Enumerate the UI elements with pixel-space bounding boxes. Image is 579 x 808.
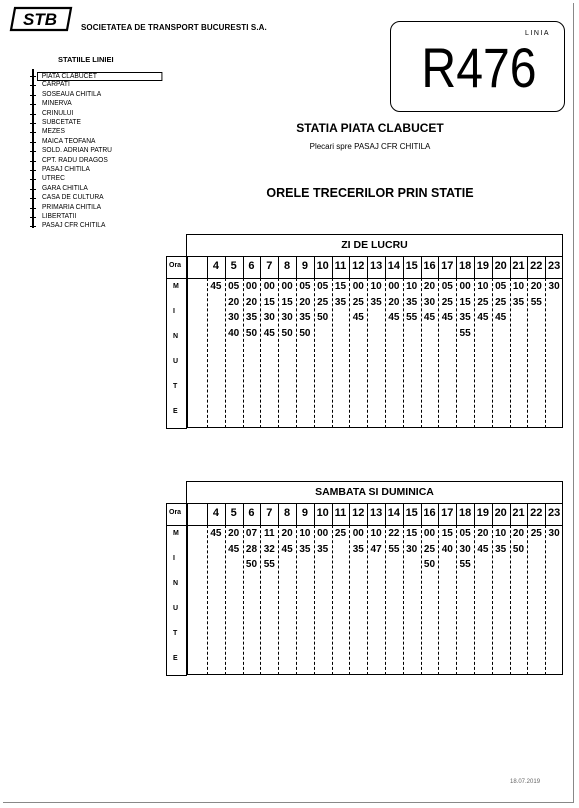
hour-cell: 17 [441, 507, 454, 519]
hour-cell: 17 [441, 260, 454, 272]
hour-cell: 6 [248, 507, 255, 519]
minute-cell: 55 [388, 543, 400, 555]
minute-cell: 15 [459, 296, 471, 308]
minute-cell: 20 [477, 528, 489, 539]
minute-cell: 25 [352, 296, 364, 308]
minute-cell: 45 [388, 312, 400, 323]
line-number: R476 [421, 36, 537, 99]
minute-cell: 30 [548, 528, 560, 539]
minute-cell: 10 [299, 528, 311, 539]
minute-cell: 45 [210, 528, 222, 539]
minute-cell: 07 [245, 528, 258, 539]
hour-column-dashed-divider [207, 278, 208, 428]
minute-cell: 30 [548, 281, 560, 292]
minute-cell: 10 [477, 281, 489, 292]
minute-label-letter: T [173, 630, 178, 637]
minute-cell: 20 [388, 296, 400, 308]
minute-cell: 45 [263, 327, 275, 339]
station-item: PRIMARIA CHITILA [42, 203, 102, 211]
timetable-title: SAMBATA SI DUMINICA [315, 486, 434, 498]
minute-cell: 25 [317, 296, 329, 308]
minute-cell: 32 [263, 543, 275, 555]
timetable-label-divider [187, 256, 188, 428]
minute-label-letter: M [173, 283, 179, 290]
line-label: LINIA [525, 30, 551, 37]
destination: Plecari spre PASAJ CFR CHITILA [309, 142, 431, 151]
station-item: UTREC [42, 175, 65, 183]
timetable-bottom-edge [166, 428, 187, 429]
minute-cell: 35 [370, 296, 382, 308]
hour-cell: 4 [212, 507, 219, 519]
hour-cell: 5 [230, 260, 237, 272]
timetable-date: 18.07.2019 [510, 779, 541, 785]
minute-cell: 45 [228, 543, 240, 555]
stb-logo [9, 6, 73, 32]
minute-label-letter: E [173, 655, 178, 662]
hour-cell: 23 [547, 507, 561, 519]
minute-cell: 50 [281, 327, 293, 339]
minute-cell: 00 [459, 281, 471, 292]
minute-cell: 45 [441, 312, 453, 323]
station-tick [30, 85, 36, 86]
station-item: GARA CHITILA [42, 184, 88, 192]
hour-column-dashed-divider [527, 525, 528, 675]
minute-label-letter: I [173, 308, 175, 315]
minute-cell: 00 [245, 281, 258, 292]
station-tick [30, 208, 36, 209]
minute-label-letter: E [173, 408, 178, 415]
minute-cell: 45 [352, 312, 364, 323]
hour-label: Ora [169, 509, 182, 516]
hour-cell: 10 [316, 507, 329, 519]
station-tick [30, 123, 36, 124]
minute-label-letter: U [173, 358, 179, 365]
company-name: SOCIETATEA DE TRANSPORT BUCURESTI S.A. [81, 23, 267, 32]
station-item: SOSEAUA CHITILA [42, 90, 102, 98]
hour-cell: 23 [547, 260, 561, 272]
minute-cell: 20 [228, 296, 240, 308]
timetable-label-divider [187, 503, 188, 675]
minute-cell: 25 [334, 528, 347, 539]
minute-cell: 47 [370, 543, 382, 555]
timetable-left-edge [166, 256, 167, 428]
minute-cell: 25 [423, 543, 436, 555]
minute-cell: 35 [406, 296, 418, 308]
station-tick [30, 226, 36, 227]
minute-cell: 15 [406, 528, 418, 539]
timetable-right-dashed-edge [562, 525, 563, 675]
minute-cell: 25 [495, 296, 507, 308]
logo-text: STB [23, 10, 57, 29]
minute-cell: 05 [228, 281, 240, 292]
hour-cell: 5 [230, 507, 237, 519]
minute-cell: 35 [352, 543, 364, 555]
minute-cell: 00 [352, 528, 364, 539]
hour-cell: 21 [512, 260, 525, 272]
station-item: CPT. RADU DRAGOS [42, 156, 108, 164]
minute-cell: 10 [512, 281, 525, 292]
station-tick [30, 161, 36, 162]
station-item: PASAJ CFR CHITILA [42, 222, 106, 230]
minute-cell: 25 [441, 296, 453, 308]
hour-column-dashed-divider [207, 525, 208, 675]
hour-cell: 19 [476, 260, 490, 272]
minute-label-letter: N [173, 333, 179, 340]
minute-cell: 10 [495, 528, 507, 539]
minute-label-letter: T [173, 383, 178, 390]
station-item: SUBCETATE [42, 119, 81, 126]
hour-cell: 19 [476, 507, 490, 519]
station-item: SOLD. ADRIAN PATRU [42, 147, 112, 155]
minute-cell: 30 [228, 312, 240, 323]
station-tick [30, 132, 36, 133]
station-tick [30, 142, 36, 143]
minute-cell: 20 [281, 528, 293, 539]
minute-label-letter: M [173, 530, 179, 537]
minute-cell: 00 [423, 528, 436, 539]
minute-label-letter: I [173, 555, 175, 562]
hour-cell: 21 [512, 507, 525, 519]
station-tick [30, 217, 36, 218]
minute-cell: 00 [317, 528, 329, 539]
minute-cell: 28 [245, 543, 258, 555]
minute-cell: 20 [423, 281, 436, 292]
minute-cell: 55 [530, 296, 542, 308]
minute-cell: 35 [495, 543, 507, 555]
schedule-title: ORELE TRECERILOR PRIN STATIE [266, 186, 474, 200]
hour-column-dashed-divider [545, 525, 546, 675]
current-station: PIATA CLABUCET [37, 72, 162, 81]
station-item: CRINULUI [42, 109, 74, 117]
hour-cell: 9 [301, 260, 308, 272]
hour-cell: 11 [334, 507, 347, 519]
minute-cell: 22 [388, 528, 400, 539]
minute-cell: 00 [281, 281, 293, 292]
station-item: PASAJ CHITILA [42, 166, 90, 173]
minute-cell: 45 [423, 312, 436, 323]
minute-cell: 50 [317, 312, 329, 323]
hour-cell: 12 [352, 260, 365, 272]
minute-label-letter: N [173, 580, 179, 587]
timetable-title: ZI DE LUCRU [341, 239, 408, 251]
minute-cell: 55 [406, 312, 418, 323]
minute-cell: 10 [406, 281, 418, 292]
minute-cell: 20 [228, 528, 240, 539]
minute-cell: 11 [264, 528, 275, 539]
hour-cell: 18 [458, 507, 472, 519]
hour-cell: 20 [494, 260, 507, 272]
hour-cell: 14 [387, 507, 401, 519]
minute-cell: 30 [406, 543, 418, 555]
minute-cell: 45 [477, 543, 489, 555]
hour-cell: 6 [248, 260, 255, 272]
station-item: CARPATI [42, 81, 70, 89]
minute-cell: 20 [530, 281, 542, 292]
hour-cell: 22 [530, 507, 543, 519]
station-item: MAICA TEOFANA [42, 137, 96, 145]
station-tick [30, 114, 36, 115]
hour-cell: 9 [301, 507, 308, 519]
minute-cell: 55 [459, 327, 471, 339]
minute-cell: 35 [245, 312, 258, 323]
hour-cell: 22 [530, 260, 543, 272]
minute-cell: 45 [477, 312, 489, 323]
minute-cell: 20 [245, 296, 258, 308]
stations-title: STATIILE LINIEI [58, 55, 114, 64]
hour-cell: 13 [369, 260, 383, 272]
minute-cell: 00 [388, 281, 400, 292]
minute-cell: 50 [245, 327, 258, 339]
minute-cell: 20 [512, 528, 525, 539]
minute-cell: 10 [370, 528, 382, 539]
hour-column-dashed-divider [545, 278, 546, 428]
minute-cell: 45 [495, 312, 507, 323]
minute-cell: 35 [334, 296, 347, 308]
minute-cell: 30 [263, 312, 275, 323]
station-tick [30, 179, 36, 180]
minute-cell: 25 [477, 296, 489, 308]
hour-cell: 14 [387, 260, 401, 272]
minute-cell: 05 [299, 281, 311, 292]
minute-cell: 40 [441, 543, 453, 555]
station-tick [30, 170, 36, 171]
hour-cell: 20 [494, 507, 507, 519]
minute-cell: 30 [281, 312, 293, 323]
minute-cell: 05 [495, 281, 507, 292]
station-tick [30, 76, 36, 77]
station-title: STATIA PIATA CLABUCET [296, 121, 444, 135]
minute-cell: 45 [281, 543, 293, 555]
timetable-right-dashed-edge [562, 278, 563, 428]
minute-cell: 05 [317, 281, 329, 292]
minute-cell: 00 [352, 281, 364, 292]
station-tick [30, 95, 36, 96]
station-item: CASA DE CULTURA [42, 194, 104, 202]
station-item: MINERVA [42, 100, 72, 108]
hour-cell: 16 [423, 507, 436, 519]
minute-cell: 55 [459, 559, 471, 570]
minute-cell: 40 [228, 327, 240, 339]
minute-cell: 35 [299, 312, 311, 323]
minute-cell: 55 [263, 559, 275, 570]
hour-cell: 12 [352, 507, 365, 519]
minute-cell: 35 [317, 543, 329, 555]
station-item: MEZES [42, 128, 65, 136]
hour-cell: 18 [458, 260, 472, 272]
hour-cell: 11 [334, 260, 347, 272]
hour-cell: 8 [284, 507, 291, 519]
hour-cell: 7 [266, 260, 273, 272]
station-tick [30, 198, 36, 199]
minute-cell: 45 [210, 281, 222, 292]
minute-cell: 50 [423, 559, 436, 570]
hour-cell: 10 [316, 260, 329, 272]
hour-cell: 15 [405, 260, 418, 272]
hour-cell: 16 [423, 260, 436, 272]
station-item: LIBERTATII [42, 213, 77, 220]
minute-cell: 50 [299, 327, 311, 339]
hour-label: Ora [169, 262, 182, 269]
route-line [32, 69, 34, 228]
minute-cell: 35 [512, 296, 525, 308]
minute-cell: 15 [441, 528, 453, 539]
hour-cell: 7 [266, 507, 273, 519]
minute-cell: 50 [245, 559, 258, 570]
hour-cell: 8 [284, 260, 291, 272]
minute-cell: 25 [530, 528, 542, 539]
hour-cell: 4 [212, 260, 219, 272]
minute-cell: 15 [263, 296, 275, 308]
station-tick [30, 151, 36, 152]
minute-label-letter: U [173, 605, 179, 612]
minute-cell: 35 [299, 543, 311, 555]
minute-cell: 00 [263, 281, 275, 292]
timetable-bottom-edge [166, 675, 187, 676]
minute-cell: 05 [459, 528, 471, 539]
minute-cell: 15 [281, 296, 293, 308]
minute-cell: 20 [299, 296, 311, 308]
hour-cell: 15 [405, 507, 418, 519]
minute-cell: 05 [441, 281, 453, 292]
station-tick [30, 189, 36, 190]
minute-cell: 50 [512, 543, 525, 555]
timetable-left-edge [166, 503, 167, 675]
minute-cell: 10 [370, 281, 382, 292]
minute-cell: 30 [459, 543, 471, 555]
hour-column-dashed-divider [332, 525, 333, 675]
minute-cell: 30 [423, 296, 436, 308]
minute-cell: 15 [334, 281, 347, 292]
hour-cell: 13 [369, 507, 383, 519]
station-tick [30, 104, 36, 105]
minute-cell: 35 [459, 312, 471, 323]
